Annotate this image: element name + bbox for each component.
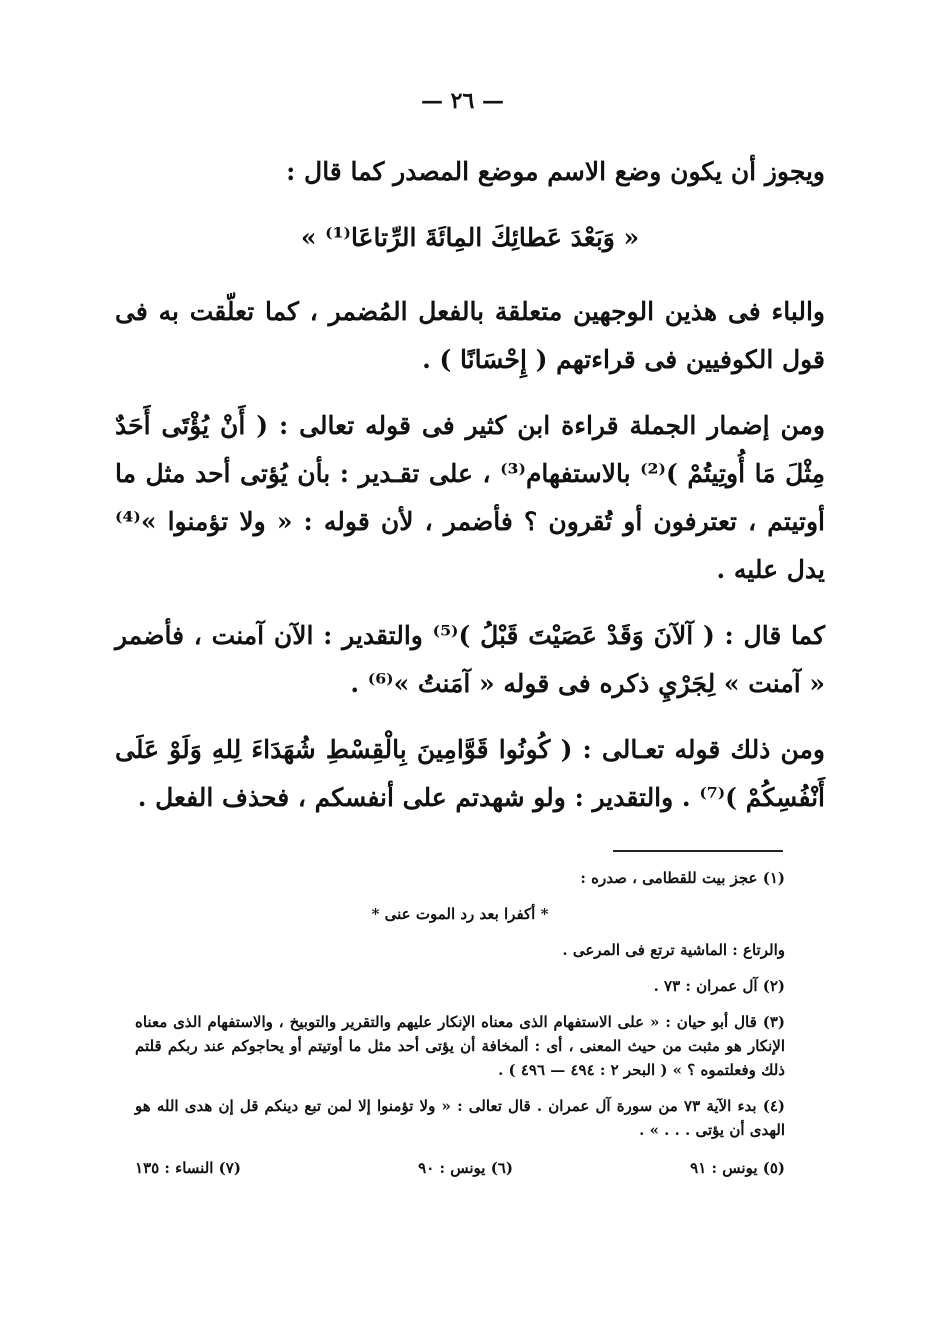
- paragraph-3: ومن إضمار الجملة قراءة ابن كثير فى قوله تعالى : ( أَنْ يُؤْتَى أَحَدٌ مِثْلَ مَا أُوتِيتُمْ )⁽²⁾ بالاستفهام⁽³⁾ ، على تقـدير : بأن يُؤتى أحد مثل ما أوتيتم ، تعترفون أو تُقرون ؟ فأضمر ، لأن قوله : « ولا تؤمنوا »⁽⁴⁾ يدل عليه .: [115, 411, 826, 584]
- paragraph-4: كما قال : ( آلآنَ وَقَدْ عَصَيْتَ قَبْلُ )⁽⁵⁾ والتقدير : الآن آمنت ، فأضمر « آمنت » لِجَرْيِ ذكره فى قوله « آمَنتُ »⁽⁶⁾ .: [115, 621, 826, 698]
- paragraph-5: ومن ذلك قوله تعـالى : ( كُونُوا قَوَّامِينَ بِالْقِسْطِ شُهَدَاءَ لِلهِ وَلَوْ عَلَى أَنْفُسِكُمْ )⁽⁷⁾ . والتقدير : ولو شهدتم على أنفسكم ، فحذف الفعل .: [115, 735, 825, 812]
- paragraph-1: ويجوز أن يكون وضع الاسم موضع المصدر كما قال :: [286, 157, 825, 186]
- footnote-1-verse: * أكفرا بعد رد الموت عنى *: [371, 905, 549, 923]
- footnote-row: [135, 1156, 785, 1180]
- poetry-verse: « وَبَعْدَ عَطائِكَ المِائَةَ الرِّتاعَا⁽¹⁾ »: [300, 223, 640, 252]
- footnotes: [135, 866, 785, 1180]
- footnote-6: (٦) يونس : ٩٠: [418, 1159, 513, 1177]
- main-text: [115, 148, 825, 840]
- footnote-1: (١) عجز بيت للقطامى ، صدره :: [580, 869, 785, 887]
- footnote-1-gloss: والرتاع : الماشية ترتع فى المرعى .: [562, 941, 785, 959]
- footnote-3: (٣) قال أبو حيان : « على الاستفهام الذى معناه الإنكار عليهم والتقرير والتوبيخ ، والاستفهام الذى معناه الإنكار هو مثبت من حيث المعنى ، أى : ألمخافة أن يؤتى أحد مثل ما أوتيتم أو يحاجوكم عند ربكم قلتم ذلك وفعلتموه ؟ » ( البحر ٢ : ٤٩٤ — ٤٩٦ ) .: [135, 1013, 785, 1079]
- paragraph-2: والباء فى هذين الوجهين متعلقة بالفعل المُضمر ، كما تعلّقت به فى قول الكوفيين فى قراءتهم ( إِحْسَانًا ) .: [115, 297, 825, 374]
- page-number: — ٢٦ —: [421, 88, 504, 114]
- footnote-7: (٧) النساء : ١٣٥: [135, 1159, 241, 1177]
- footnote-divider: [613, 850, 783, 852]
- footnote-5: (٥) يونس : ٩١: [690, 1159, 785, 1177]
- footnote-2: (٢) آل عمران : ٧٣ .: [653, 977, 785, 995]
- footnote-4: (٤) بدء الآية ٧٣ من سورة آل عمران . قال تعالى : « ولا تؤمنوا إلا لمن تبع دينكم قل إن هدى الله هو الهدى أن يؤتى . . . » .: [135, 1097, 785, 1139]
